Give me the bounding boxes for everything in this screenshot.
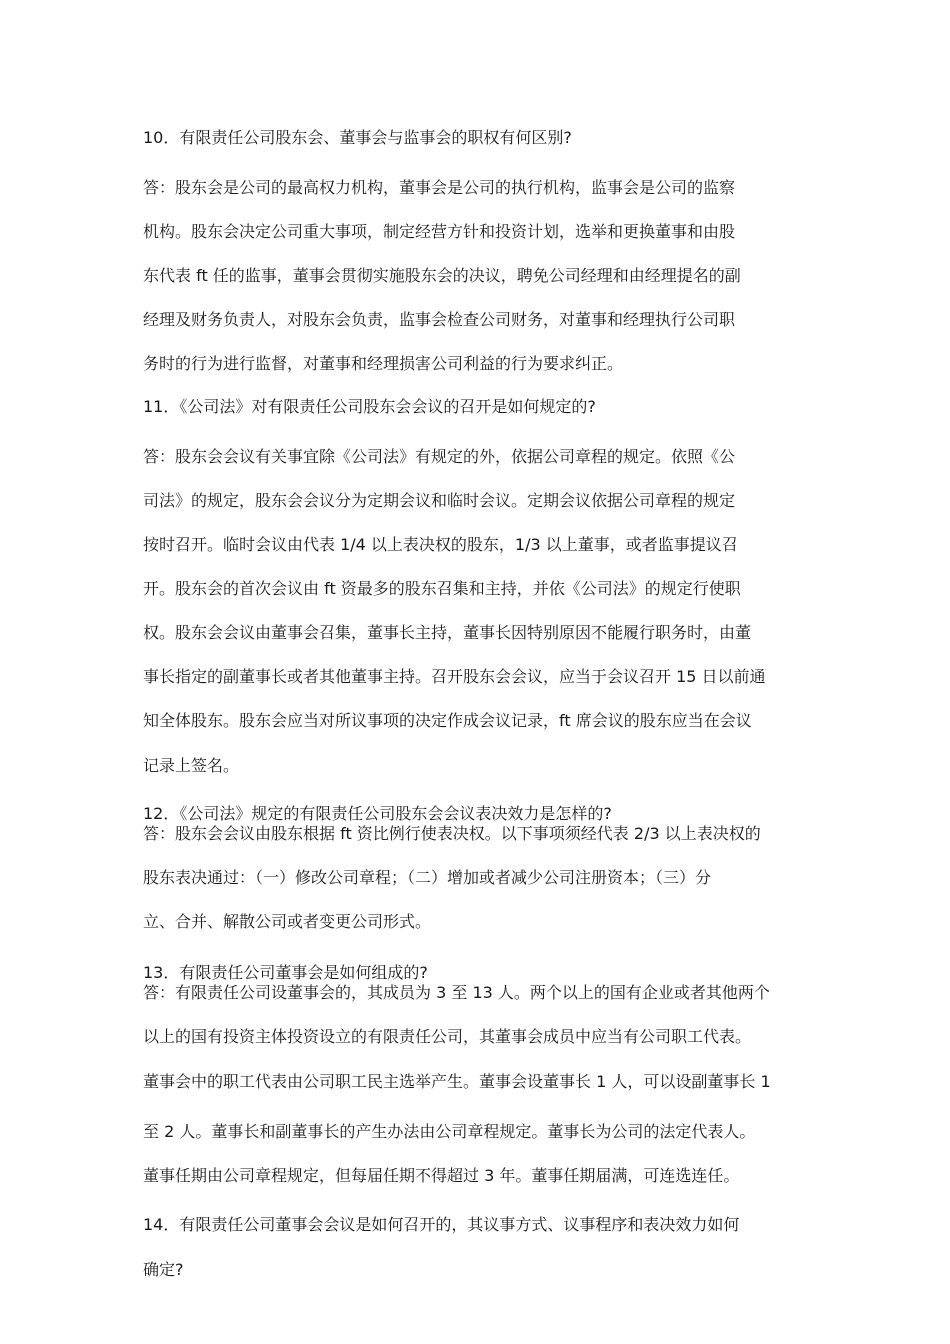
answer-12-line-3: 立、合并、解散公司或者变更公司形式。 [143, 912, 432, 931]
answer-12-line-2: 股东表决通过：（一）修改公司章程；（二）增加或者减少公司注册资本；（三）分 [143, 868, 712, 887]
answer-10-line-1: 答：股东会是公司的最高权力机构，董事会是公司的执行机构，监事会是公司的监察 [143, 178, 736, 197]
answer-13-line-1: 答：有限责任公司设董事会的，其成员为 3 至 13 人。两个以上的国有企业或者其他两个 [143, 983, 770, 1002]
answer-10-line-4: 经理及财务负责人，对股东会负责，监事会检查公司财务，对董事和经理执行公司职 [143, 310, 736, 329]
answer-10-line-5: 务时的行为进行监督，对董事和经理损害公司利益的行为要求纠正。 [143, 354, 624, 373]
answer-12-line-1: 答：股东会会议由股东根据 ft 资比例行使表决权。以下事项须经代表 2/3 以上表决权的 [143, 824, 761, 843]
answer-11-line-7: 知全体股东。股东会应当对所议事项的决定作成会议记录，ft 席会议的股东应当在会议 [143, 711, 752, 730]
answer-11-line-3: 按时召开。临时会议由代表 1/4 以上表决权的股东，1/3 以上董事，或者监事提议召 [143, 535, 738, 554]
answer-10-line-3: 东代表 ft 任的监事，董事会贯彻实施股东会的决议，聘免公司经理和由经理提名的副 [143, 266, 741, 285]
question-14-line-1: 14．有限责任公司董事会会议是如何召开的，其议事方式、议事程序和表决效力如何 [143, 1215, 740, 1234]
answer-11-line-1: 答：股东会会议有关事宜除《公司法》有规定的外，依据公司章程的规定。依照《公 [143, 447, 736, 466]
answer-11-line-4: 开。股东会的首次会议由 ft 资最多的股东召集和主持，并依《公司法》的规定行使职 [143, 579, 741, 598]
answer-13-line-5: 董事任期由公司章程规定，但每届任期不得超过 3 年。董事任期届满，可连选连任。 [143, 1166, 740, 1185]
answer-13-line-3: 董事会中的职工代表由公司职工民主选举产生。董事会设董事长 1 人，可以设副董事长 1 [143, 1072, 771, 1091]
answer-11-line-8: 记录上签名。 [143, 756, 240, 775]
question-12: 12．《公司法》规定的有限责任公司股东会会议表决效力是怎样的? [143, 804, 612, 823]
question-14-line-2: 确定? [143, 1260, 184, 1279]
answer-11-line-2: 司法》的规定，股东会会议分为定期会议和临时会议。定期会议依据公司章程的规定 [143, 491, 736, 510]
answer-11-line-6: 事长指定的副董事长或者其他董事主持。召开股东会会议，应当于会议召开 15 日以前通 [143, 667, 766, 686]
answer-13-line-2: 以上的国有投资主体投资设立的有限责任公司，其董事会成员中应当有公司职工代表。 [143, 1027, 752, 1046]
question-11: 11．《公司法》对有限责任公司股东会会议的召开是如何规定的? [143, 397, 596, 416]
answer-13-line-4: 至 2 人。董事长和副董事长的产生办法由公司章程规定。董事长为公司的法定代表人。 [143, 1122, 756, 1141]
answer-11-line-5: 权。股东会会议由董事会召集，董事长主持，董事长因特别原因不能履行职务时，由董 [143, 623, 752, 642]
question-10: 10．有限责任公司股东会、董事会与监事会的职权有何区别? [143, 128, 572, 147]
question-13: 13．有限责任公司董事会是如何组成的? [143, 963, 428, 982]
answer-10-line-2: 机构。股东会决定公司重大事项，制定经营方针和投资计划，选举和更换董事和由股 [143, 222, 736, 241]
